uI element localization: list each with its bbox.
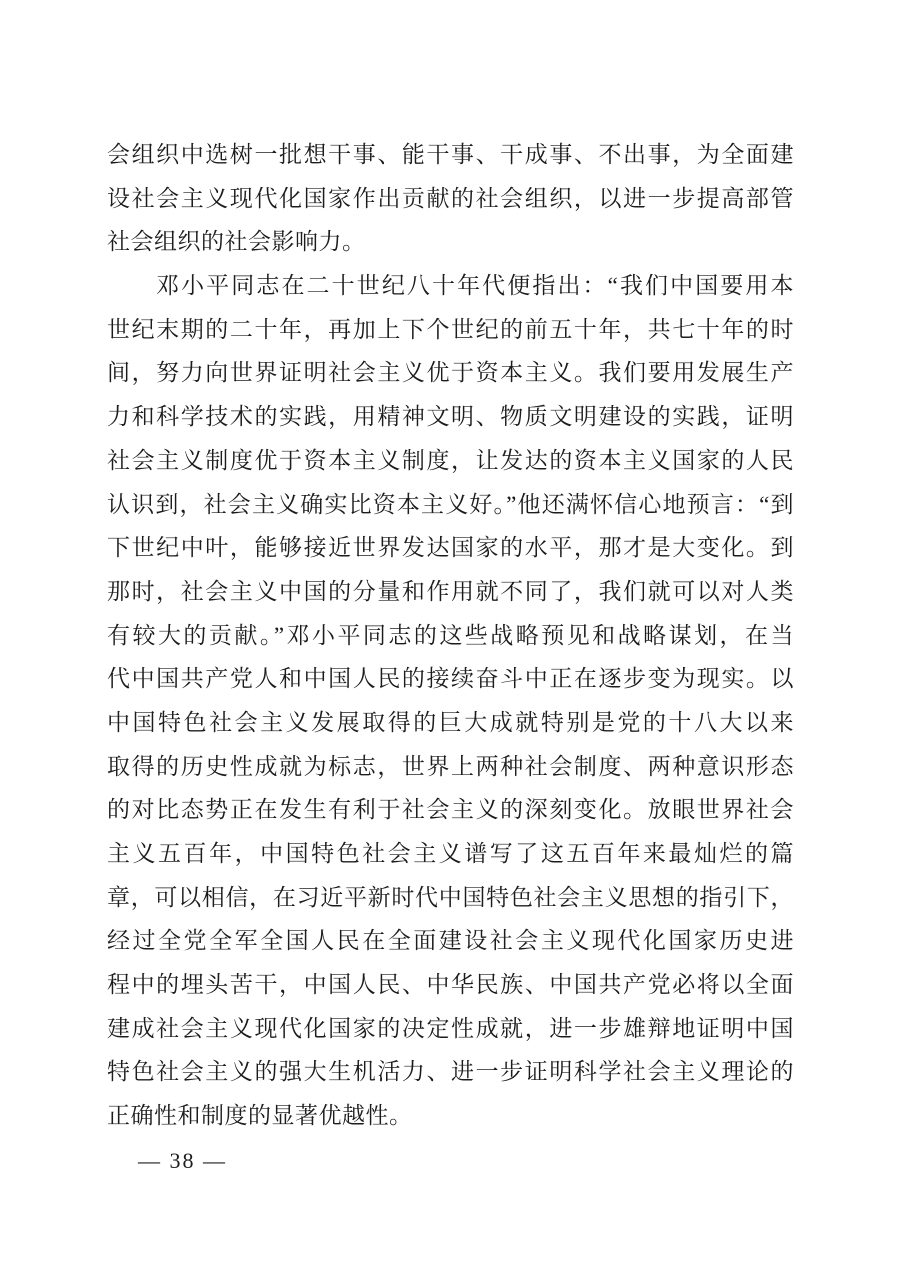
text-line: 建成社会主义现代化国家的决定性成就，进一步雄辩地证明中国: [107, 1015, 794, 1041]
page-number: — 38 —: [138, 1148, 227, 1173]
text-line: 中国特色社会主义发展取得的巨大成就特别是党的十八大以来: [107, 709, 794, 735]
text-line: 有较大的贡献。”邓小平同志的这些战略预见和战略谋划，在当: [107, 622, 794, 648]
text-line: 程中的埋头苦干，中国人民、中华民族、中国共产党必将以全面: [107, 972, 794, 998]
text-line: 设社会主义现代化国家作出贡献的社会组织，以进一步提高部管: [107, 185, 794, 211]
text-line: 认识到，社会主义确实比资本主义好。”他还满怀信心地预言：“到: [107, 491, 794, 517]
text-line: 社会主义制度优于资本主义制度，让发达的资本主义国家的人民: [107, 447, 794, 473]
text-line: 下世纪中叶，能够接近世界发达国家的水平，那才是大变化。到: [107, 535, 794, 561]
text-line: 正确性和制度的显著优越性。: [107, 1103, 413, 1129]
text-line: 主义五百年，中国特色社会主义谱写了这五百年来最灿烂的篇: [107, 841, 794, 866]
text-line: 的对比态势正在发生有利于社会主义的深刻变化。放眼世界社会: [107, 797, 794, 823]
body-text: [107, 133, 794, 1138]
text-line: 取得的历史性成就为标志，世界上两种社会制度、两种意识形态: [107, 753, 794, 779]
text-line: 间，努力向世界证明社会主义优于资本主义。我们要用发展生产: [107, 360, 794, 386]
text-line: 社会组织的社会影响力。: [107, 229, 366, 255]
text-line: 特色社会主义的强大生机活力、进一步证明科学社会主义理论的: [107, 1059, 794, 1085]
text-line: 世纪末期的二十年，再加上下个世纪的前五十年，共七十年的时: [107, 316, 794, 342]
text-line: 那时，社会主义中国的分量和作用就不同了，我们就可以对人类: [107, 578, 794, 604]
text-line: 章，可以相信，在习近平新时代中国特色社会主义思想的指引下，: [107, 884, 794, 910]
text-line: 会组织中选树一批想干事、能干事、干成事、不出事，为全面建: [107, 142, 794, 167]
text-line: 力和科学技术的实践，用精神文明、物质文明建设的实践，证明: [107, 404, 794, 430]
text-line: 经过全党全军全国人民在全面建设社会主义现代化国家历史进: [107, 928, 794, 954]
text-line: 代中国共产党人和中国人民的接续奋斗中正在逐步变为现实。以: [107, 666, 794, 692]
text-line: 邓小平同志在二十世纪八十年代便指出：“我们中国要用本: [156, 273, 794, 299]
